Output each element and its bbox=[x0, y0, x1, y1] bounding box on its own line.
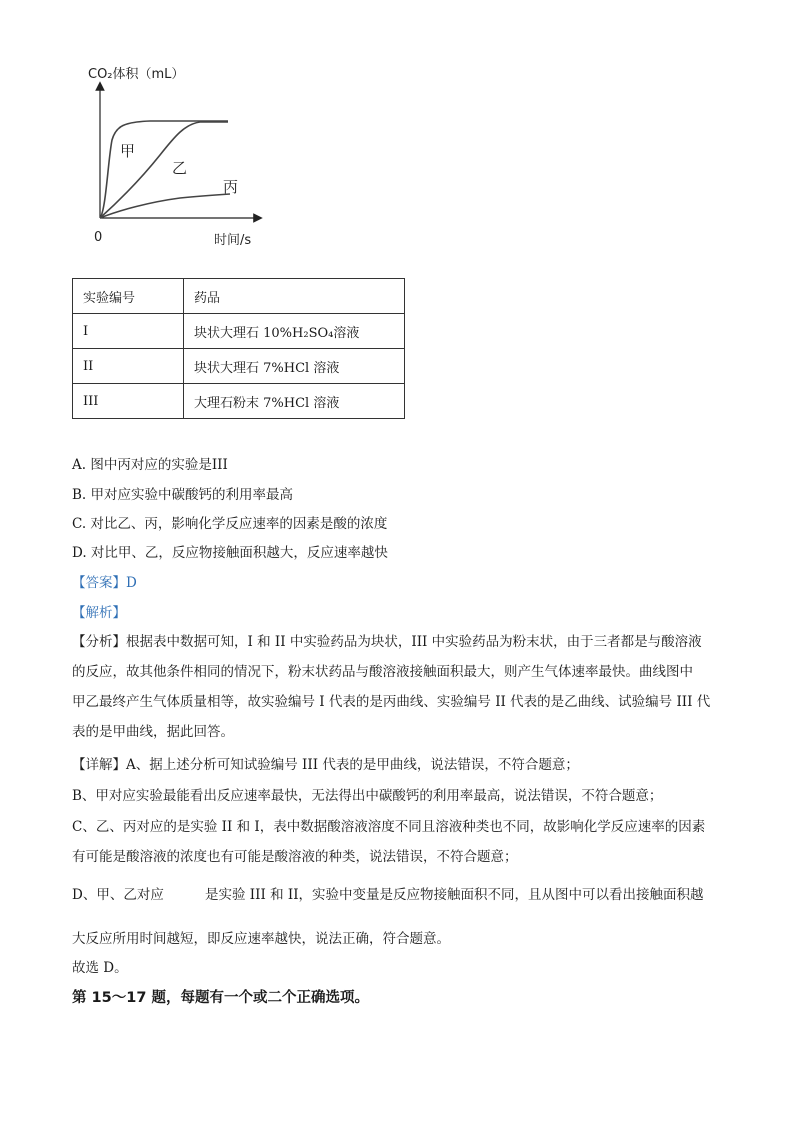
option-c: C. 对比乙、丙，影响化学反应速率的因素是酸的浓度 bbox=[72, 516, 388, 532]
option-d: D. 对比甲、乙，反应物接触面积越大，反应速率越快 bbox=[72, 545, 388, 561]
header-experiment-id: 实验编号 bbox=[73, 279, 184, 314]
table-row bbox=[73, 384, 405, 419]
curve-jia bbox=[100, 121, 228, 218]
experiment-reagent: 块状大理石 10%H₂SO₄溶液 bbox=[184, 314, 405, 349]
option-a: A. 图中丙对应的实验是III bbox=[72, 457, 228, 473]
experiment-table bbox=[72, 278, 405, 419]
analysis-line: 表的是甲曲线，据此回答。 bbox=[72, 724, 234, 740]
origin-label: 0 bbox=[94, 230, 103, 245]
experiment-id: I bbox=[73, 314, 184, 349]
experiment-id: III bbox=[73, 384, 184, 419]
experiment-id: II bbox=[73, 349, 184, 384]
analysis-line: 【分析】根据表中数据可知，I 和 II 中实验药品为块状，III 中实验药品为粉末状，由于三者都是与酸溶液 bbox=[72, 634, 702, 650]
answer-label: 【答案】D bbox=[72, 575, 137, 591]
curve-label-jia: 甲 bbox=[120, 142, 136, 160]
x-axis-label: 时间/s bbox=[214, 233, 252, 248]
option-b: B. 甲对应实验中碳酸钙的利用率最高 bbox=[72, 487, 294, 503]
table-row bbox=[73, 314, 405, 349]
table-row bbox=[73, 349, 405, 384]
y-axis-label: CO₂体积（mL） bbox=[88, 67, 185, 82]
conclusion: 故选 D。 bbox=[72, 960, 128, 976]
curve-bing bbox=[100, 194, 230, 218]
co2-volume-graph bbox=[80, 60, 280, 255]
analysis-line: 甲乙最终产生气体质量相等，故实验编号 I 代表的是丙曲线、实验编号 II 代表的是乙曲线、试验编号 III 代 bbox=[72, 694, 711, 710]
analysis-line: 的反应，故其他条件相同的情况下，粉末状药品与酸溶液接触面积最大，则产生气体速率最快。曲线图中 bbox=[72, 664, 693, 680]
header-reagent: 药品 bbox=[184, 279, 405, 314]
curve-label-yi: 乙 bbox=[172, 159, 188, 177]
curve-yi bbox=[100, 122, 228, 218]
detail-d-line2: 大反应所用时间越短，即反应速率越快，说法正确，符合题意。 bbox=[72, 931, 450, 947]
detail-d-line1-left: D、甲、乙对应 bbox=[72, 887, 164, 903]
curve-label-bing: 丙 bbox=[223, 178, 239, 196]
detail-c-line2: 有可能是酸溶液的浓度也有可能是酸溶液的种类，说法错误，不符合题意； bbox=[72, 849, 518, 865]
experiment-reagent: 大理石粉末 7%HCl 溶液 bbox=[184, 384, 405, 419]
detail-c-line1: C、乙、丙对应的是实验 II 和 I，表中数据酸溶液溶度不同且溶液种类也不同，故影响化学反应速率的因素 bbox=[72, 819, 706, 835]
detail-d-line1-right: 是实验 III 和 II，实验中变量是反应物接触面积不同，且从图中可以看出接触面积越 bbox=[205, 887, 704, 903]
section-heading: 第 15～17 题，每题有一个或二个正确选项。 bbox=[72, 990, 369, 1006]
detail-b: B、甲对应实验最能看出反应速率最快，无法得出中碳酸钙的利用率最高，说法错误，不符合题意； bbox=[72, 788, 663, 804]
detail-a: 【详解】A、据上述分析可知试验编号 III 代表的是甲曲线，说法错误，不符合题意； bbox=[72, 757, 579, 773]
experiment-reagent: 块状大理石 7%HCl 溶液 bbox=[184, 349, 405, 384]
analysis-heading: 【解析】 bbox=[72, 605, 126, 621]
table-header-row bbox=[73, 279, 405, 314]
